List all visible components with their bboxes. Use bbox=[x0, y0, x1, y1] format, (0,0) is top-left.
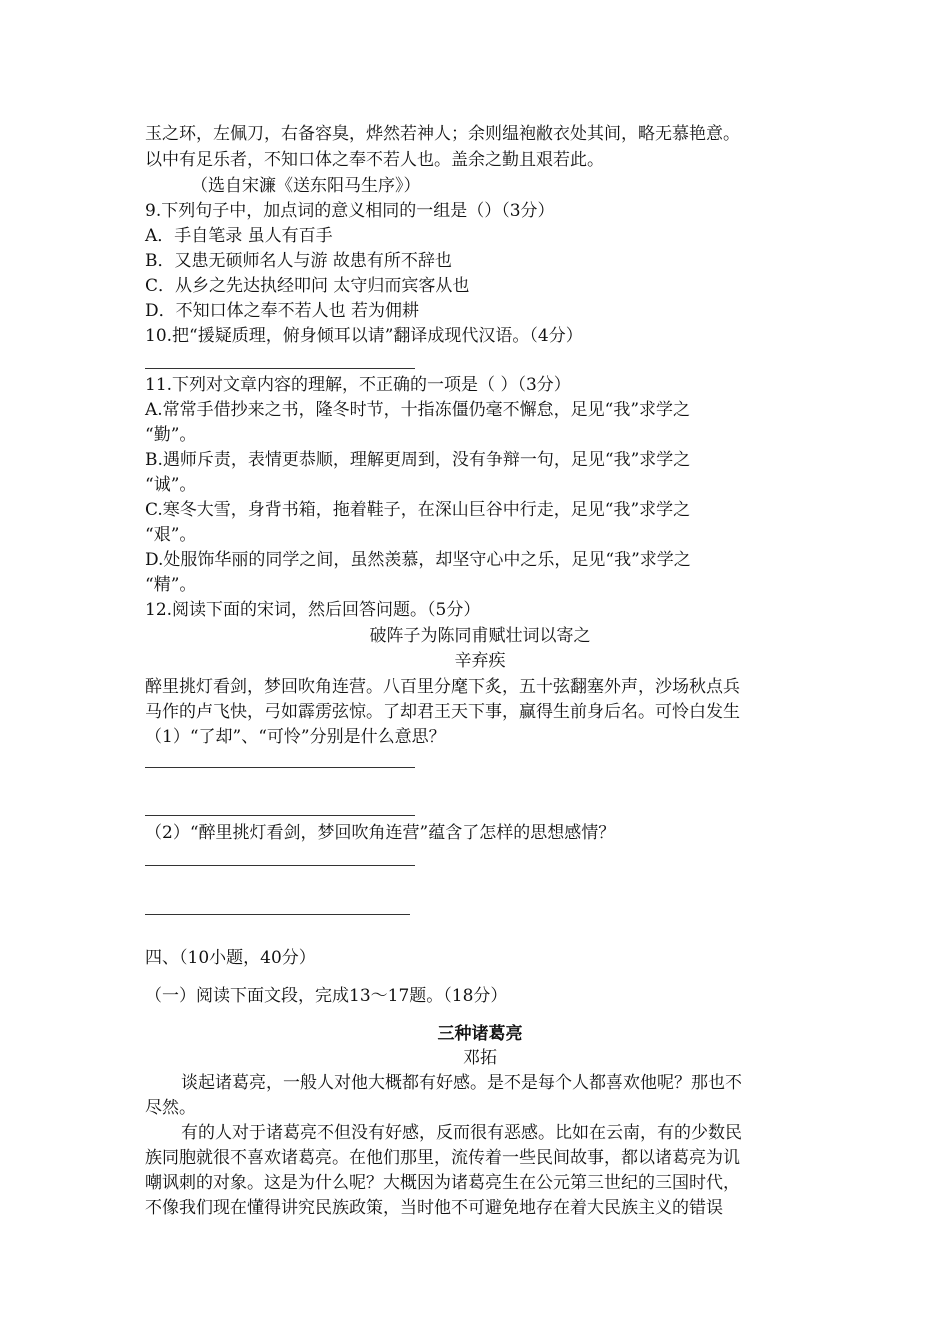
question-11-option: A.常常手借抄来之书，隆冬时节，十指冻僵仍毫不懈怠，足见“我”求学之 bbox=[145, 400, 691, 420]
section-4-heading: 四、（10小题，40分） bbox=[145, 948, 316, 968]
article-paragraph-line: 有的人对于诸葛亮不但没有好感，反而很有恶感。比如在云南，有的少数民 bbox=[181, 1123, 742, 1143]
answer-blank-line[interactable] bbox=[145, 815, 415, 816]
question-12-stem: 12.阅读下面的宋词，然后回答问题。（5分） bbox=[145, 600, 481, 620]
classical-text-line: 以中有足乐者，不知口体之奉不若人也。盖余之勤且艰若此。 bbox=[145, 150, 604, 170]
question-11-stem: 11.下列对文章内容的理解，不正确的一项是（ ）（3分） bbox=[145, 375, 571, 395]
article-paragraph-line: 尽然。 bbox=[145, 1098, 196, 1118]
answer-blank-line[interactable] bbox=[145, 865, 415, 866]
answer-blank-line[interactable] bbox=[145, 914, 410, 915]
question-9-stem: 9.下列句子中，加点词的意义相同的一组是（）（3分） bbox=[145, 201, 555, 221]
classical-text-line: 玉之环，左佩刀，右备容臭，烨然若神人；余则缊袍敝衣处其间，略无慕艳意。 bbox=[145, 124, 740, 144]
poem-title: 破阵子为陈同甫赋壮词以寄之 bbox=[369, 626, 591, 646]
answer-blank-line[interactable] bbox=[145, 368, 415, 369]
section-4-subheading: （一）阅读下面文段，完成13～17题。（18分） bbox=[145, 986, 508, 1006]
question-9-option: A．手自笔录 虽人有百手 bbox=[145, 226, 333, 246]
question-11-option-cont: “诚”。 bbox=[145, 475, 197, 495]
question-9-option: C．从乡之先达执经叩问 太守归而宾客从也 bbox=[145, 276, 470, 296]
answer-blank-line[interactable] bbox=[145, 767, 415, 768]
question-12-sub-1: （1）“了却”、“可怜”分别是什么意思？ bbox=[145, 727, 446, 747]
question-12-sub-2: （2）“醉里挑灯看剑，梦回吹角连营”蕴含了怎样的思想感情？ bbox=[145, 823, 616, 843]
article-author: 邓拓 bbox=[463, 1048, 497, 1068]
article-paragraph-line: 嘲讽刺的对象。这是为什么呢？大概因为诸葛亮生在公元第三世纪的三国时代， bbox=[145, 1173, 740, 1193]
source-citation: （选自宋濂《送东阳马生序》） bbox=[191, 176, 421, 196]
question-10-stem: 10.把“援疑质理，俯身倾耳以请”翻译成现代汉语。（4分） bbox=[145, 326, 583, 346]
question-11-option: B.遇师斥责，表情更恭顺，理解更周到，没有争辩一句，足见“我”求学之 bbox=[145, 450, 691, 470]
question-11-option-cont: “勤”。 bbox=[145, 425, 197, 445]
article-paragraph-line: 谈起诸葛亮，一般人对他大概都有好感。是不是每个人都喜欢他呢？那也不 bbox=[181, 1073, 742, 1093]
question-11-option: C.寒冬大雪，身背书箱，拖着鞋子，在深山巨谷中行走，足见“我”求学之 bbox=[145, 500, 691, 520]
question-11-option-cont: “艰”。 bbox=[145, 525, 197, 545]
article-paragraph-line: 不像我们现在懂得讲究民族政策，当时他不可避免地存在着大民族主义的错误 bbox=[145, 1198, 723, 1218]
question-9-option: D．不知口体之奉不若人也 若为佣耕 bbox=[145, 301, 420, 321]
question-11-option-cont: “精”。 bbox=[145, 575, 197, 595]
poem-line: 醉里挑灯看剑，梦回吹角连营。八百里分麾下炙，五十弦翻塞外声，沙场秋点兵 bbox=[145, 677, 740, 697]
poem-line: 马作的卢飞快，弓如霹雳弦惊。了却君王天下事，赢得生前身后名。可怜白发生 bbox=[145, 702, 740, 722]
poem-author: 辛弃疾 bbox=[454, 651, 506, 671]
question-9-option: B．又患无硕师名人与游 故患有所不辞也 bbox=[145, 251, 452, 271]
article-paragraph-line: 族同胞就很不喜欢诸葛亮。在他们那里，流传着一些民间故事，都以诸葛亮为讥 bbox=[145, 1148, 740, 1168]
question-11-option: D.处服饰华丽的同学之间，虽然羡慕，却坚守心中之乐，足见“我”求学之 bbox=[145, 550, 691, 570]
article-title: 三种诸葛亮 bbox=[437, 1024, 523, 1044]
